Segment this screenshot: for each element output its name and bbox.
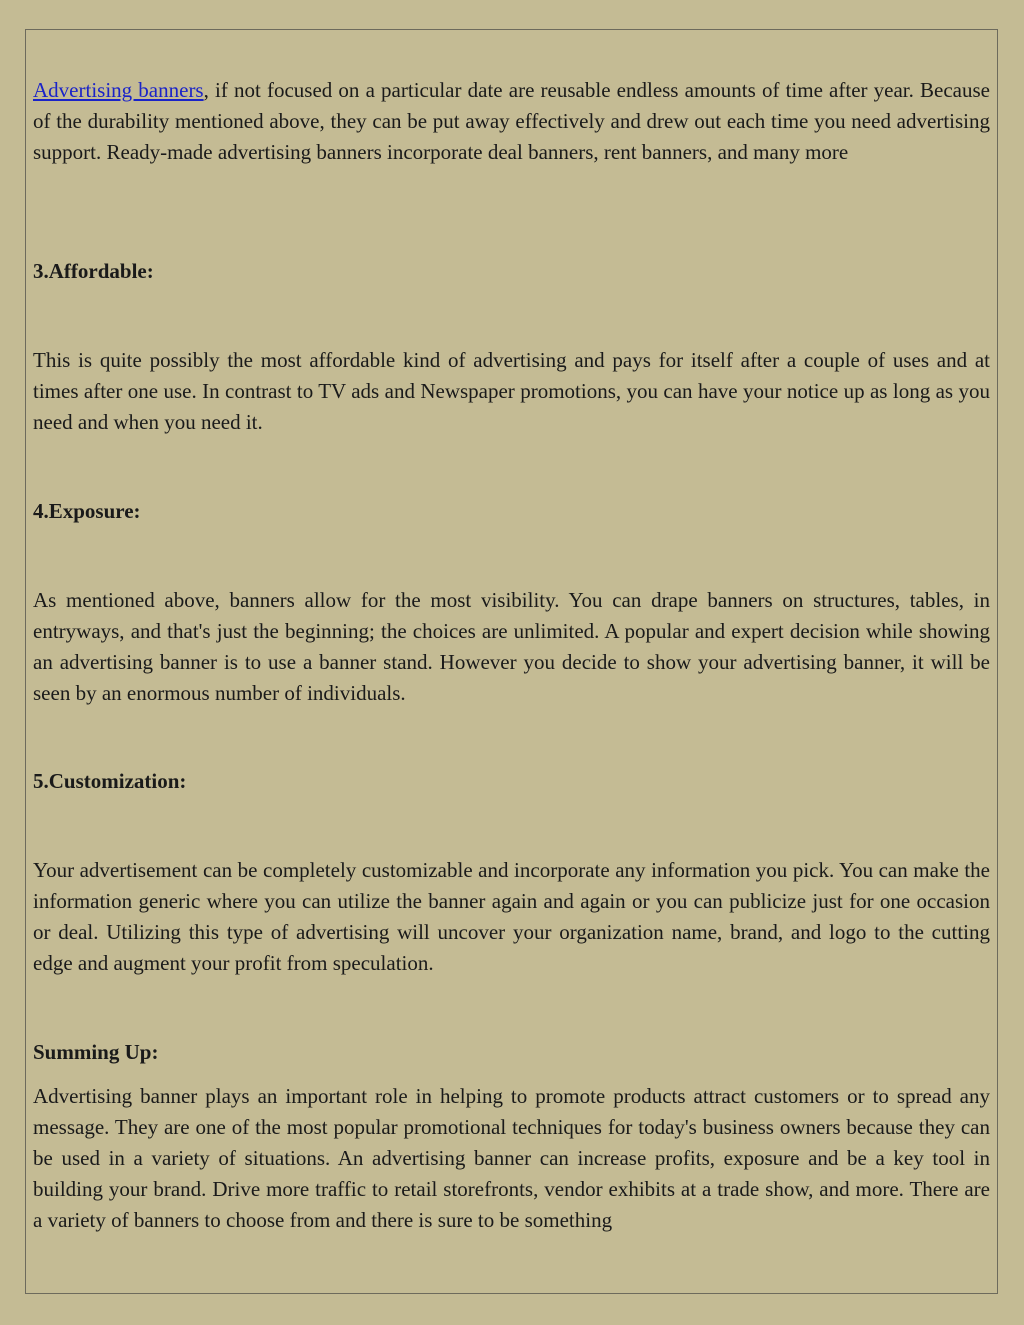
advertising-banners-link[interactable]: Advertising banners <box>33 78 204 102</box>
heading-customization: 5.Customization: <box>33 769 187 793</box>
heading-summing-up: Summing Up: <box>33 1040 159 1064</box>
paragraph-customization: Your advertisement can be completely customizable and incorporate any information you pick. You can make the information generic where you can utilize the banner again and again or you can publicize just for one occasion or deal. Utilizing this type of advertising will uncover your organization name, brand, and logo to the cutting edge and augment your profit from speculation. <box>33 858 990 975</box>
paragraph-exposure: As mentioned above, banners allow for the most visibility. You can drape banners on structures, tables, in entryways, and that's just the beginning; the choices are unlimited. A popular and expert decision while showing an advertising banner is to use a banner stand. However you decide to show your advertising banner, it will be seen by an enormous number of individuals. <box>33 588 990 705</box>
heading-affordable: 3.Affordable: <box>33 259 154 283</box>
intro-paragraph <box>33 75 990 168</box>
heading-exposure: 4.Exposure: <box>33 499 141 523</box>
paragraph-summing-up: Advertising banner plays an important role in helping to promote products attract customers or to spread any message. They are one of the most popular promotional techniques for today's business owners because they can be used in a variety of situations. An advertising banner can increase profits, exposure and be a key tool in building your brand. Drive more traffic to retail storefronts, vendor exhibits at a trade show, and more. There are a variety of banners to choose from and there is sure to be something <box>33 1084 990 1232</box>
paragraph-affordable: This is quite possibly the most affordable kind of advertising and pays for itself after a couple of uses and at times after one use. In contrast to TV ads and Newspaper promotions, you can have your notice up as long as you need and when you need it. <box>33 348 990 434</box>
intro-text: , if not focused on a particular date are reusable endless amounts of time after year. Because of the durability mentioned above, they can be put away effectively and drew out each time you need advertising support. Ready-made advertising banners incorporate deal banners, rent banners, and many more <box>33 78 990 164</box>
